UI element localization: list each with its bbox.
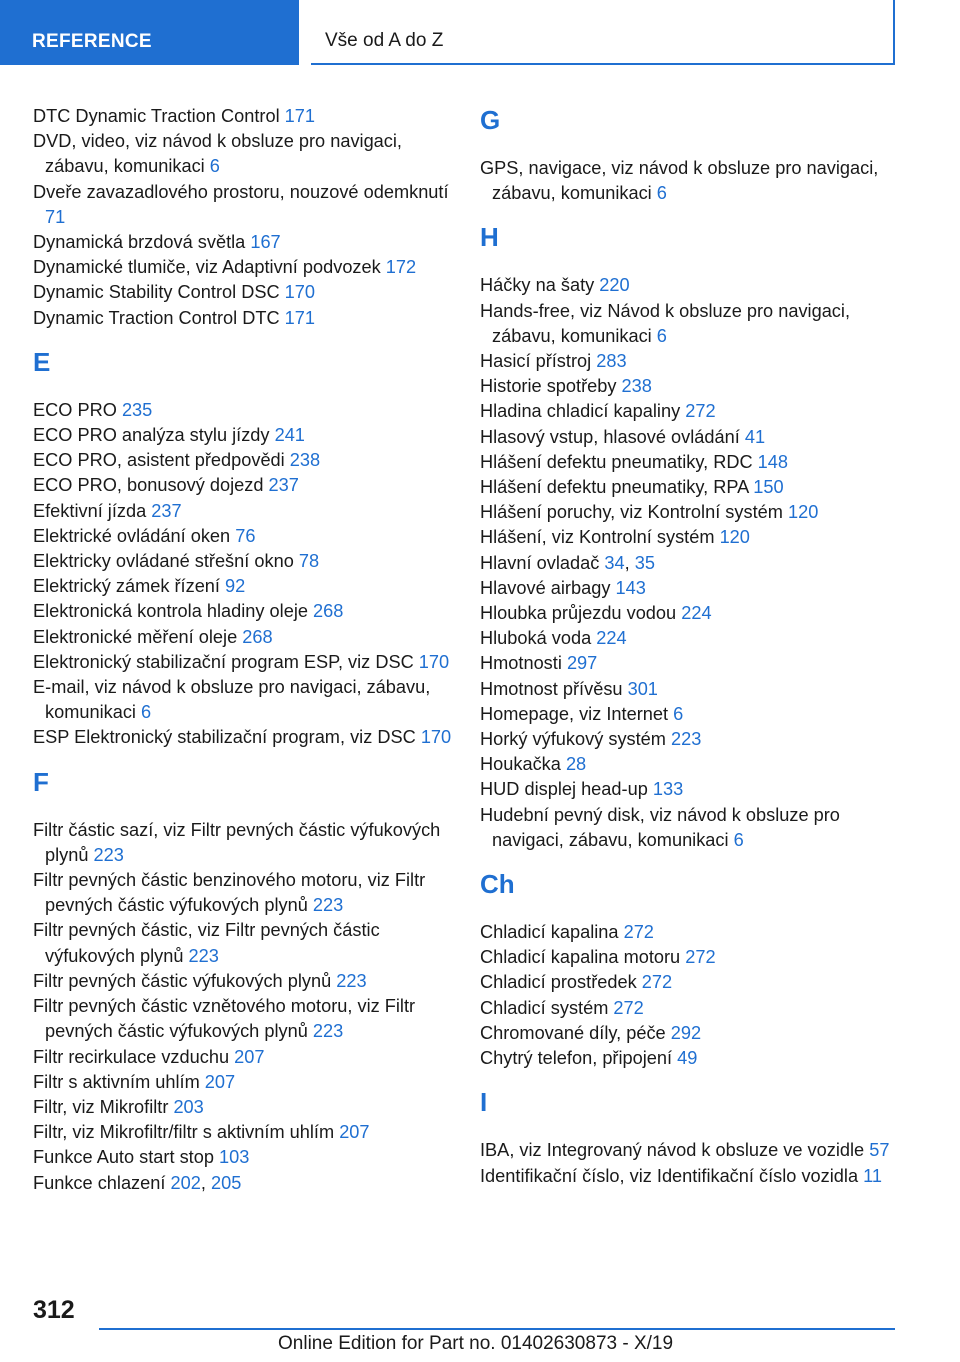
index-entry	[33, 104, 453, 129]
index-entry	[33, 969, 453, 994]
index-entry-text: GPS, navigace, viz návod k obsluze pro navigaci, zábavu, komunikaci	[480, 158, 879, 204]
page-link[interactable]: 6	[656, 183, 667, 204]
page-link[interactable]: 71	[45, 206, 66, 227]
index-entry	[480, 500, 900, 525]
index-entry	[33, 675, 453, 725]
index-entry-text: Funkce chlazení	[33, 1172, 171, 1193]
index-entry-text: Filtr částic sazí, viz Filtr pevných částic výfukových plynů	[33, 819, 441, 865]
page-link[interactable]: 170	[284, 282, 316, 303]
page-link[interactable]: 223	[312, 1021, 344, 1042]
index-entry	[480, 273, 900, 298]
index-entry	[33, 448, 453, 473]
index-entry-text: Chladicí kapalina motoru	[480, 947, 686, 968]
index-entry-text: Homepage, viz Internet	[480, 703, 674, 724]
index-entry-text: Filtr pevných částic benzinového motoru, viz Filtr pevných částic výfukových plynů	[33, 870, 426, 916]
index-entry-text: ESP Elektronický stabilizační program, viz DSC	[33, 727, 421, 748]
page-link[interactable]: 223	[671, 729, 702, 750]
index-entry-text: Filtr recirkulace vzduchu	[33, 1046, 235, 1067]
page-link[interactable]: 11	[863, 1165, 883, 1186]
page-link[interactable]: 272	[685, 947, 716, 968]
index-entry	[480, 803, 900, 853]
index-entry-text: Hands-free, viz Návod k obsluze pro navigaci, zábavu, komunikaci	[480, 300, 850, 346]
page-link[interactable]: 143	[615, 577, 646, 598]
index-entry-text: Historie spotřeby	[480, 376, 622, 397]
index-entry	[33, 280, 453, 305]
index-column-right	[480, 104, 900, 1189]
index-entry-text: Houkačka	[480, 754, 566, 775]
index-entry	[480, 677, 900, 702]
index-entry	[33, 1070, 453, 1095]
index-entry-text: Hasicí přístroj	[480, 351, 597, 372]
index-entry	[33, 129, 453, 179]
index-entry-text: Elektronický stabilizační program ESP, viz DSC	[33, 651, 419, 672]
index-entry	[33, 918, 453, 968]
index-entry-text: Filtr, viz Mikrofiltr/filtr s aktivním uhlím	[33, 1122, 340, 1143]
page-link[interactable]: 301	[627, 678, 658, 699]
section-tab[interactable]	[0, 0, 299, 65]
index-entry-text: Filtr pevných částic vznětového motoru, viz Filtr pevných částic výfukových plynů	[33, 996, 416, 1042]
chapter-title-label: Vše od A do Z	[325, 30, 444, 51]
index-entry-text: Hlášení defektu pneumatiky, RPA	[480, 477, 754, 498]
index-entry	[33, 230, 453, 255]
index-entry-text: Elektrické ovládání oken	[33, 525, 236, 546]
page-link[interactable]: 223	[188, 945, 219, 966]
index-letter-heading: E	[33, 346, 51, 377]
index-entry	[480, 1164, 900, 1189]
index-entry	[33, 868, 453, 918]
index-entry-text: Hudební pevný disk, viz návod k obsluze pro navigaci, zábavu, komunikaci	[480, 804, 840, 850]
page-link[interactable]: 171	[284, 307, 316, 328]
page-link[interactable]: 6	[673, 703, 684, 724]
index-entry	[33, 306, 453, 331]
index-entry	[480, 945, 900, 970]
page-link[interactable]: 235	[121, 399, 153, 420]
index-entry	[480, 1138, 900, 1163]
page-link[interactable]: 238	[289, 450, 321, 471]
page-link[interactable]: 6	[209, 156, 220, 177]
footer-edition: Online Edition for Part no. 01402630873 - X/19	[278, 1333, 674, 1354]
page-link[interactable]: 272	[685, 401, 716, 422]
index-entry-text: Dynamic Traction Control DTC	[33, 307, 285, 328]
page-link[interactable]: 268	[242, 626, 273, 647]
chapter-title	[311, 0, 895, 65]
index-entry-text: ECO PRO, asistent předpovědi	[33, 450, 290, 471]
index-entry: Hlavní ovladač 34, 35	[480, 552, 655, 573]
index-entry	[480, 752, 900, 777]
index-entry	[33, 1120, 453, 1145]
page-link[interactable]: 272	[613, 997, 644, 1018]
page-link[interactable]: 35	[634, 552, 655, 573]
index-entry	[33, 818, 453, 868]
index-letter-heading: I	[480, 1087, 488, 1118]
index-entry: Funkce chlazení 202, 205	[33, 1172, 242, 1193]
index-entry-text: ECO PRO	[33, 399, 122, 420]
page-link[interactable]: 170	[418, 651, 450, 672]
index-entry-text: Elektrický zámek řízení	[33, 576, 226, 597]
index-entry	[480, 601, 900, 626]
index-column-left	[33, 104, 453, 1196]
page-link[interactable]: 92	[225, 576, 246, 597]
index-entry-text: Hluboká voda	[480, 628, 597, 649]
page-link[interactable]: 207	[339, 1122, 370, 1143]
page-link[interactable]: 292	[670, 1022, 702, 1043]
index-entry	[480, 475, 900, 500]
index-entry-text: Chladicí kapalina	[480, 922, 624, 943]
index-entry-text: Hlášení poruchy, viz Kontrolní systém	[480, 502, 788, 523]
page-link[interactable]: 171	[284, 106, 316, 126]
index-entry	[480, 156, 900, 206]
index-entry	[33, 180, 453, 230]
page-link[interactable]: 120	[787, 502, 819, 523]
page-link[interactable]: 120	[719, 527, 750, 548]
index-entry	[33, 1145, 453, 1170]
page-link[interactable]: 224	[596, 628, 627, 649]
index-entry-text: Hloubka průjezdu vodou	[480, 603, 682, 624]
page-link[interactable]: 170	[420, 727, 452, 748]
index-entry-text: Hlavní ovladač	[480, 552, 605, 573]
index-entry	[480, 399, 900, 424]
page-link[interactable]: 207	[234, 1046, 265, 1067]
index-entry	[480, 1021, 900, 1046]
index-entry	[480, 727, 900, 752]
page-link[interactable]: 49	[677, 1048, 698, 1069]
index-entry	[480, 777, 900, 802]
index-entry-text: ECO PRO, bonusový dojezd	[33, 475, 269, 496]
page-link[interactable]: 148	[757, 451, 789, 472]
page-link[interactable]: 272	[641, 972, 673, 993]
index-entry-text: Hmotnost přívěsu	[480, 678, 628, 699]
index-entry	[480, 349, 900, 374]
index-entry-text: Hladina chladicí kapaliny	[480, 401, 686, 422]
index-entry-text: Elektronická kontrola hladiny oleje	[33, 601, 314, 622]
index-entry-text: Dynamic Stability Control DSC	[33, 282, 285, 303]
index-entry-text: Filtr pevných částic výfukových plynů	[33, 970, 337, 991]
index-entry-text: Hlášení defektu pneumatiky, RDC	[480, 451, 758, 472]
index-entry-text: Funkce Auto start stop	[33, 1147, 220, 1168]
page-link[interactable]: 205	[210, 1172, 242, 1193]
index-entry	[480, 299, 900, 349]
index-entry-text: Horký výfukový systém	[480, 729, 672, 750]
index-entry	[33, 1045, 453, 1070]
page-link[interactable]: 57	[869, 1140, 890, 1161]
page-link[interactable]: 103	[219, 1147, 250, 1168]
index-entry	[33, 524, 453, 549]
index-entry	[33, 725, 453, 750]
index-entry-text: HUD displej head-up	[480, 779, 653, 800]
index-entry	[480, 525, 900, 550]
page-link[interactable]: 6	[141, 702, 152, 723]
page-link[interactable]: 6	[733, 829, 744, 850]
index-entry	[33, 994, 453, 1044]
page-link[interactable]: 167	[250, 232, 281, 253]
index-entry-text: Hlavové airbagy	[480, 577, 616, 598]
page-link[interactable]: 207	[204, 1071, 236, 1092]
page-link[interactable]: 172	[385, 257, 417, 278]
index-entry	[480, 450, 900, 475]
index-entry-text: Dynamické tlumiče, viz Adaptivní podvozek	[33, 257, 386, 278]
index-entry-text: Elektronické měření oleje	[33, 626, 243, 647]
index-entry	[480, 425, 900, 450]
index-entry	[33, 473, 453, 498]
page-link[interactable]: 34	[604, 552, 625, 573]
index-entry-text: Chromované díly, péče	[480, 1022, 671, 1043]
index-entry	[33, 1095, 453, 1120]
index-entry-text: DVD, video, viz návod k obsluze pro navigaci, zábavu, komunikaci	[33, 131, 402, 177]
page-link[interactable]: 203	[173, 1096, 204, 1117]
index-entry-text: Filtr, viz Mikrofiltr	[33, 1096, 174, 1117]
index-entry	[33, 650, 453, 675]
index-entry-text: Efektivní jízda	[33, 500, 152, 521]
page-link[interactable]: 202	[170, 1172, 201, 1193]
index-entry-text: IBA, viz Integrovaný návod k obsluze ve vozidle	[480, 1140, 870, 1161]
page-link[interactable]: 241	[274, 425, 305, 446]
page-link[interactable]: 272	[623, 922, 654, 943]
index-entry	[480, 702, 900, 727]
page-link[interactable]: 223	[93, 844, 124, 865]
page-link[interactable]: 297	[566, 653, 598, 674]
index-entry	[33, 574, 453, 599]
index-entry	[33, 599, 453, 624]
page-link[interactable]: 78	[298, 551, 320, 572]
page-link[interactable]: 220	[599, 275, 630, 296]
page-link[interactable]: 223	[312, 895, 344, 916]
page-link[interactable]: 76	[235, 525, 256, 546]
index-entry-text: Hlášení, viz Kontrolní systém	[480, 527, 720, 548]
page-link[interactable]: 238	[621, 376, 652, 397]
page-link[interactable]: 41	[744, 426, 766, 447]
index-entry-text: Háčky na šaty	[480, 275, 600, 296]
index-entry	[33, 255, 453, 280]
index-entry	[480, 576, 900, 601]
index-entry-text: DTC Dynamic Traction Control	[33, 106, 285, 126]
index-entry	[33, 625, 453, 650]
index-entry-text: ECO PRO analýza stylu jízdy	[33, 425, 275, 446]
page-link[interactable]: 224	[681, 603, 712, 624]
index-letter-heading: G	[480, 105, 501, 135]
footer-divider	[99, 1328, 895, 1330]
page-link[interactable]: 133	[652, 779, 684, 800]
index-entry-text: Identifikační číslo, viz Identifikační číslo vozidla	[480, 1165, 864, 1186]
index-entry	[480, 626, 900, 651]
index-entry	[480, 1046, 900, 1071]
index-entry	[33, 549, 453, 574]
section-tab-label: REFERENCE	[32, 31, 152, 52]
index-entry	[480, 920, 900, 945]
index-entry	[480, 651, 900, 676]
page-link[interactable]: 150	[753, 477, 784, 498]
page-link[interactable]: 237	[268, 475, 299, 496]
page-link[interactable]: 28	[565, 754, 587, 775]
index-entry-text: Filtr s aktivním uhlím	[33, 1071, 205, 1092]
index-entry-text: Dynamická brzdová světla	[33, 232, 251, 253]
index-entry	[480, 374, 900, 399]
index-entry-text: Chladicí prostředek	[480, 972, 642, 993]
index-entry-text: Filtr pevných částic, viz Filtr pevných částic výfukových plynů	[33, 920, 380, 966]
index-entry-text: Hmotnosti	[480, 653, 567, 674]
index-entry-text: Dveře zavazadlového prostoru, nouzové odemknutí	[33, 181, 449, 202]
index-entry-text: Elektricky ovládané střešní okno	[33, 551, 299, 572]
page-link[interactable]: 237	[151, 500, 182, 521]
index-letter-heading: Ch	[480, 869, 515, 900]
page-link[interactable]: 268	[313, 601, 344, 622]
index-entry-text: Chladicí systém	[480, 997, 614, 1018]
index-entry	[33, 499, 453, 524]
index-entry	[33, 423, 453, 448]
index-entry	[480, 970, 900, 995]
page-number: 312	[33, 1296, 75, 1324]
index-entry-text: Chytrý telefon, připojení	[480, 1048, 678, 1069]
index-entry-text: Hlasový vstup, hlasové ovládání	[480, 426, 745, 447]
index-entry-text: E-mail, viz návod k obsluze pro navigaci, zábavu, komunikaci	[33, 677, 431, 723]
index-entry	[33, 398, 453, 423]
index-entry	[480, 996, 900, 1021]
page-link[interactable]: 6	[656, 325, 667, 346]
page-link[interactable]: 223	[336, 970, 367, 991]
index-letter-heading: H	[480, 222, 499, 253]
index-letter-heading: F	[33, 766, 49, 797]
page-link[interactable]: 283	[596, 351, 627, 372]
